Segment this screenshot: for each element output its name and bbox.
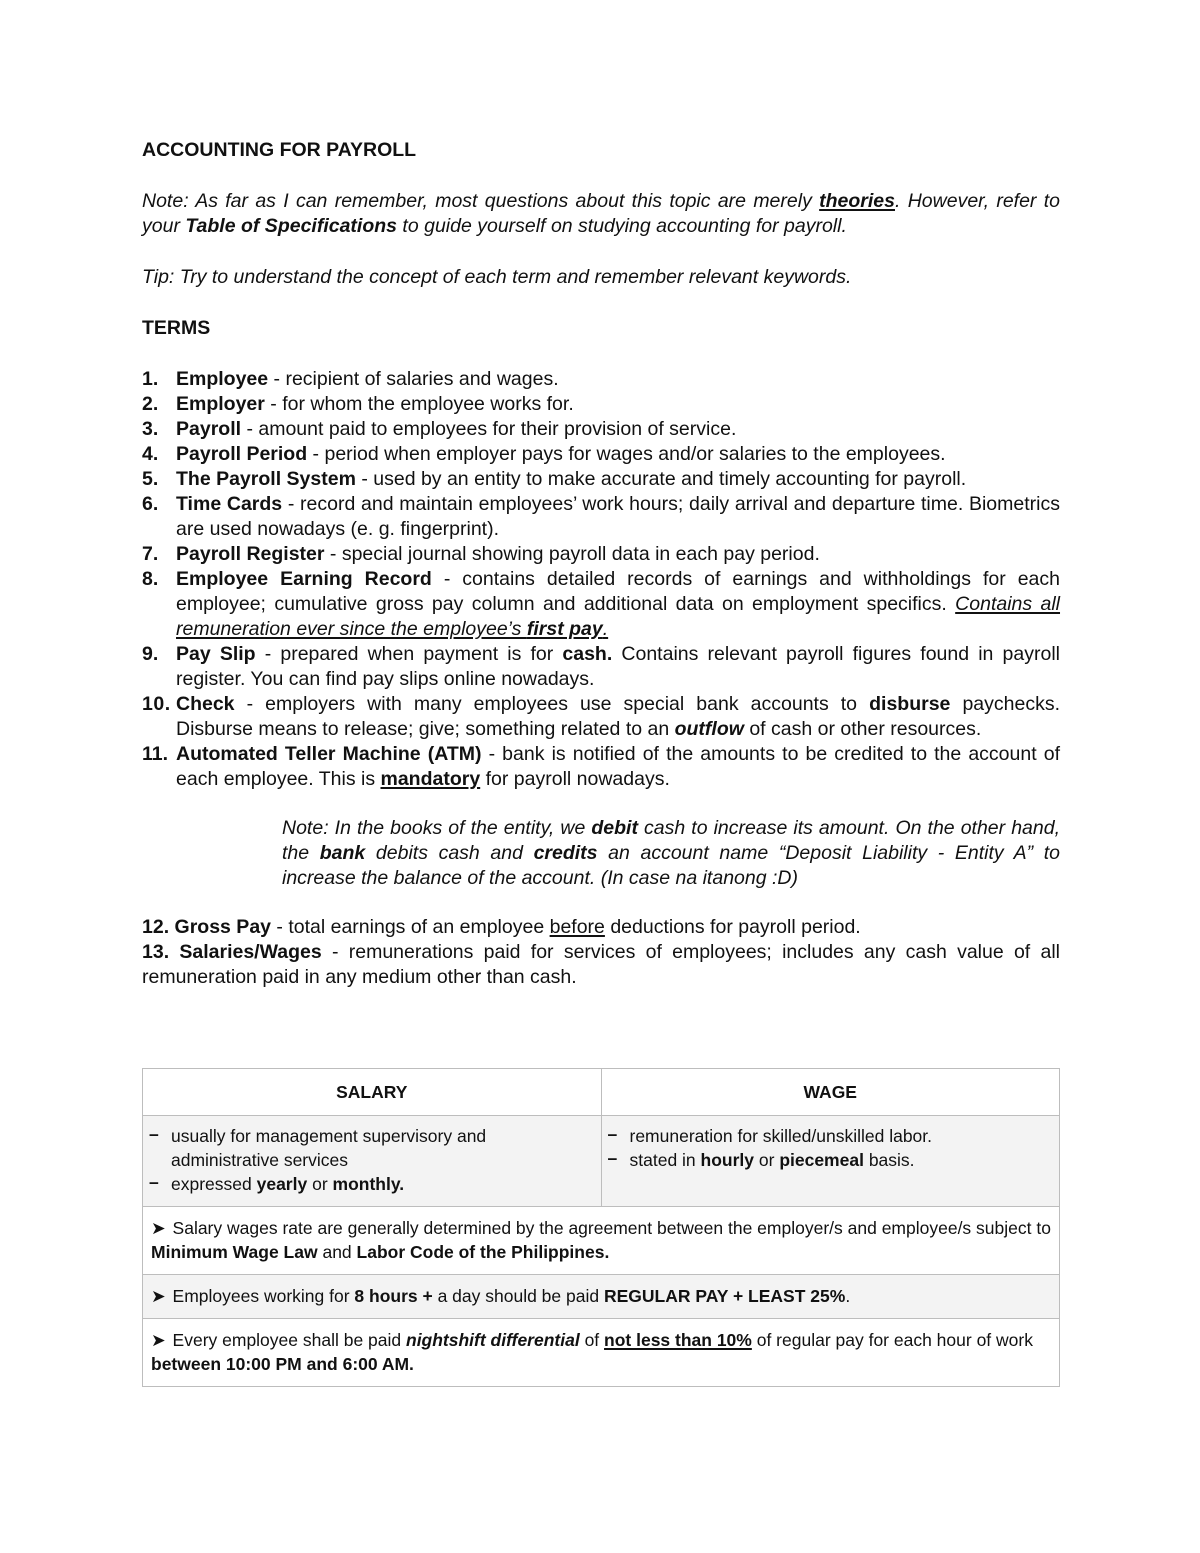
rate-note-row: ➤ Salary wages rate are generally determined by the agreement between the employer/s and employee/s subject to Minimum Wage Law and Labor Code of the Philippines. — [143, 1207, 1060, 1275]
intro-note: Note: As far as I can remember, most questions about this topic are merely theories. However, refer to your Table of Specifications to guide yourself on studying accounting for payroll. — [142, 190, 1060, 237]
header-wage: WAGE — [601, 1069, 1060, 1116]
table-row — [143, 1319, 1060, 1387]
term-salaries-wages: 13. Salaries/Wages - remunerations paid for services of employees; includes any cash value of all remuneration paid in any medium other than cash. — [142, 941, 1060, 988]
arrow-icon: ➤ — [151, 1286, 166, 1306]
document-body — [142, 138, 1060, 990]
header-salary: SALARY — [143, 1069, 602, 1116]
list-item: – stated in hourly or piecemeal basis. — [608, 1148, 1054, 1172]
list-item: – usually for management supervisory and administrative services — [149, 1124, 595, 1172]
term-item: 9. Pay Slip - prepared when payment is for cash. Contains relevant payroll figures found in payroll register. You can find pay slips online nowadays. — [142, 643, 1060, 690]
salary-cell — [143, 1116, 602, 1207]
terms-list — [142, 367, 1060, 792]
term-gross-pay: 12. Gross Pay - total earnings of an employee before deductions for payroll period. — [142, 916, 861, 938]
wage-cell — [601, 1116, 1060, 1207]
term-item: 3. Payroll - amount paid to employees for their provision of service. — [142, 418, 737, 440]
document-title: ACCOUNTING FOR PAYROLL — [142, 139, 417, 161]
table-row — [143, 1116, 1060, 1207]
table-row — [143, 1207, 1060, 1275]
tip-text: Tip: Try to understand the concept of each term and remember relevant keywords. — [142, 266, 852, 288]
term-item: 5. The Payroll System - used by an entity to make accurate and timely accounting for payroll. — [142, 468, 967, 490]
term-item: 10. Check - employers with many employees use special bank accounts to disburse paychecks. Disburse means to release; give; something related to an outflow of cash or other resources. — [142, 693, 1061, 740]
term-item: 11. Automated Teller Machine (ATM) - bank is notified of the amounts to be credited to the account of each employee. This is mandatory for payroll nowadays. — [142, 743, 1060, 790]
term-item: 8. Employee Earning Record - contains detailed records of earnings and withholdings for each employee; cumulative gross pay column and additional data on employment specifics. Contains all remuneration ever since the employee’s first pay. — [142, 568, 1061, 640]
term-item: 1. Employee - recipient of salaries and wages. — [142, 368, 559, 390]
atm-note: Note: In the books of the entity, we debit cash to increase its amount. On the other hand, the bank debits cash and credits an account name “Deposit Liability - Entity A” to increase the balance of the account. (In case na itanong :D) — [282, 817, 1060, 889]
nightshift-note-row: ➤ Every employee shall be paid nightshift differential of not less than 10% of regular pay for each hour of work between 10:00 PM and 6:00 AM. — [143, 1319, 1060, 1387]
list-item: – expressed yearly or monthly. — [149, 1172, 595, 1196]
list-item: – remuneration for skilled/unskilled labor. — [608, 1124, 1054, 1148]
terms-heading: TERMS — [142, 317, 211, 339]
table-header-row — [143, 1069, 1060, 1116]
overtime-note-row: ➤ Employees working for 8 hours + a day should be paid REGULAR PAY + LEAST 25%. — [143, 1275, 1060, 1319]
term-item: 2. Employer - for whom the employee works for. — [142, 393, 574, 415]
term-item: 4. Payroll Period - period when employer pays for wages and/or salaries to the employees. — [142, 443, 946, 465]
term-item: 7. Payroll Register - special journal showing payroll data in each pay period. — [142, 543, 820, 565]
salary-wage-table — [142, 1068, 1060, 1387]
arrow-icon: ➤ — [151, 1330, 166, 1350]
term-item: 6. Time Cards - record and maintain employees’ work hours; daily arrival and departure time. Biometrics are used nowadays (e. g. fingerprint). — [142, 493, 1060, 540]
table-row — [143, 1275, 1060, 1319]
arrow-icon: ➤ — [151, 1218, 166, 1238]
